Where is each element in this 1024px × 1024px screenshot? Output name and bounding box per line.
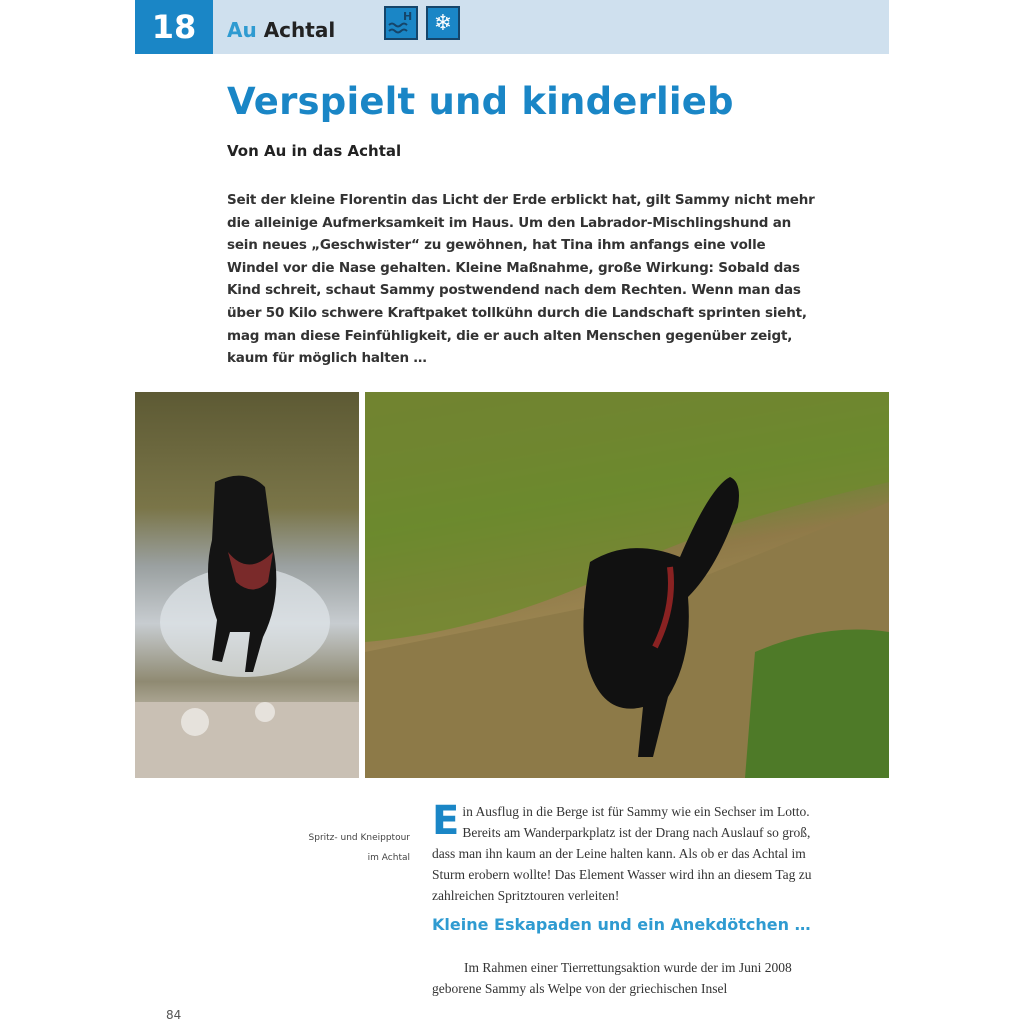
chapter-number: 18 xyxy=(135,0,213,54)
chapter-place: Au xyxy=(227,18,257,42)
section-heading: Kleine Eskapaden und ein Anekdötchen … xyxy=(432,915,811,934)
photo-caption xyxy=(280,828,410,868)
svg-text:H: H xyxy=(403,10,413,23)
water-level-icon xyxy=(384,6,418,40)
chapter-valley: Achtal xyxy=(263,18,336,42)
article-intro: Seit der kleine Florentin das Licht der Erde erblickt hat, gilt Sammy nicht mehr die alleinige Aufmerksamkeit im Haus. Um den Labrador-Mischlingshund an sein neues „Geschwister“ zu gewöhnen, hat Tina ihm anfangs eine volle Windel vor die Nase gehalten. Kleine Maßnahme, große Wirkung: Sobald das Kind schreit, schaut Sammy postwendend nach dem Rechten. Wenn man das über 50 Kilo schwere Kraftpaket tollkühn durch die Landschaft sprinten sieht, mag man diese Feinfühligkeit, die er auch alten Menschen gegenüber zeigt, kaum für möglich halten … xyxy=(227,192,815,367)
drop-cap: E xyxy=(432,798,460,844)
article-subheadline: Von Au in das Achtal xyxy=(227,142,402,160)
caption-line-2: im Achtal xyxy=(367,853,410,863)
page-number: 84 xyxy=(166,1008,182,1022)
snowflake-icon: ❄ xyxy=(426,6,460,40)
article-body-paragraph-2: Im Rahmen einer Tierrettungsaktion wurde der im Juni 2008 geborene Sammy als Welpe von der griechischen Insel xyxy=(432,960,792,996)
chapter-title xyxy=(227,18,335,42)
body-text-1: in Ausflug in die Berge ist für Sammy wie ein Sechser im Lotto. Bereits am Wanderparkplatz ist der Drang nach Auslauf so groß, dass man ihn kaum an der Leine halten kann. Als ob er das Achtal im Sturm erobern wollte! Das Element Wasser wird ihn an diesem Tag zu zahlreichen Spritztouren verleiten! xyxy=(432,804,812,903)
caption-line-1: Spritz- und Kneipptour xyxy=(308,833,410,843)
photo-dog-running xyxy=(135,392,359,778)
photo-dog-wading xyxy=(365,392,889,778)
article-body-paragraph-1 xyxy=(432,798,817,906)
article-headline: Verspielt und kinderlieb xyxy=(227,80,734,123)
